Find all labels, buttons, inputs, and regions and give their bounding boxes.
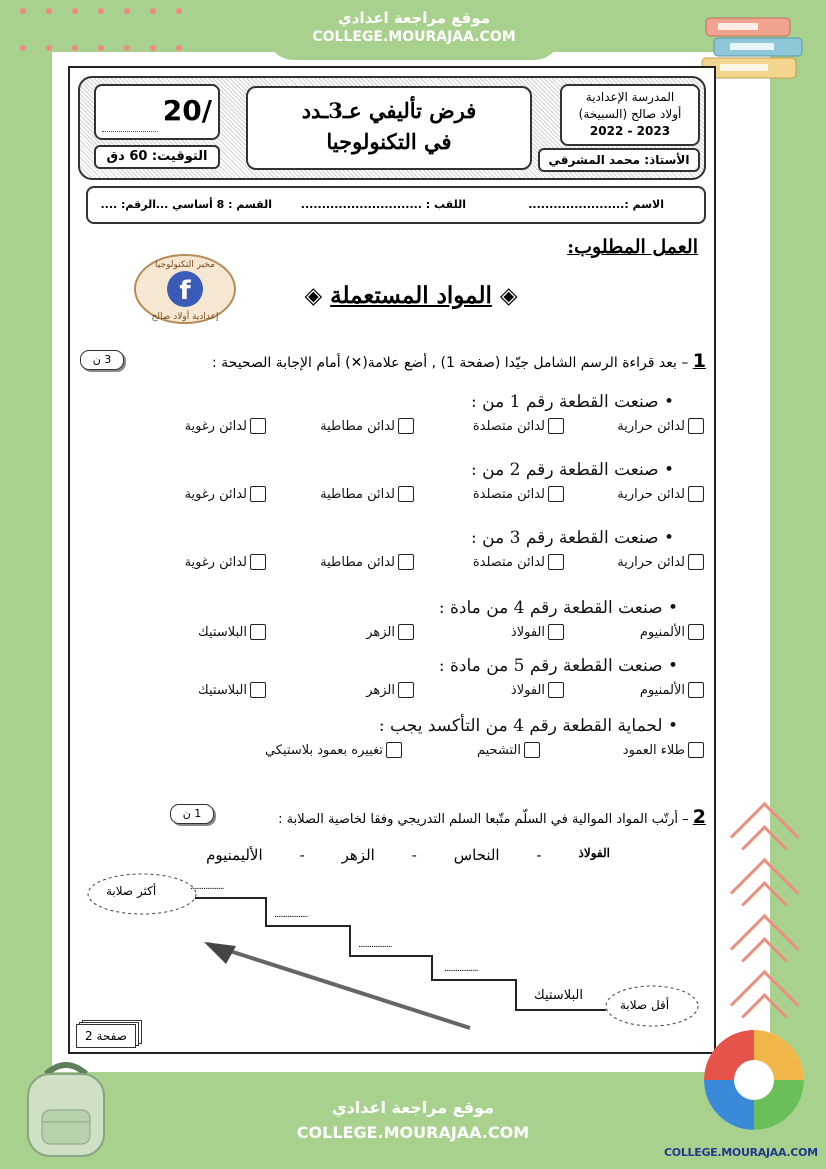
material-separator: - [536, 846, 542, 864]
q1-option-label: الفولاذ [510, 624, 545, 640]
checkbox[interactable] [548, 682, 564, 698]
q2-text: – أرتّب المواد الموالية في السلّم متّبعا السلم التدريجي وفقا لخاصية الصلابة : [278, 812, 689, 827]
work-title: العمل المطلوب: [567, 236, 698, 258]
stamp-letter: f [179, 276, 191, 306]
q1-option[interactable] [617, 418, 704, 434]
checkbox[interactable] [688, 486, 704, 502]
q1-option-label: لدائن مطاطية [320, 418, 395, 434]
lab-stamp-logo [132, 252, 238, 326]
q1-option[interactable] [366, 624, 414, 640]
materials-list [206, 846, 610, 864]
bullet-icon: • [658, 460, 674, 480]
material-item: الأليمنيوم [206, 846, 263, 864]
q1-option[interactable] [473, 418, 564, 434]
checkbox[interactable] [548, 486, 564, 502]
q1-option-label: لدائن رغوية [184, 418, 247, 434]
checkbox[interactable] [524, 742, 540, 758]
teacher-label: الأستاذ: محمد المشرقي [538, 148, 700, 172]
decor-dot [176, 8, 182, 14]
site-logo-caption: COLLEGE.MOURAJAA.COM [664, 1146, 818, 1159]
books-icon [700, 12, 810, 92]
least-hard-label: أقل صلابة [620, 998, 670, 1012]
checkbox[interactable] [688, 624, 704, 640]
q1-option-label: لدائن حرارية [617, 486, 685, 502]
q1-number: 1 [692, 350, 706, 372]
q1-text: – بعد قراءة الرسم الشامل جيّدا (صفحة 1) , أضع علامة(✕) أمام الإجابة الصحيحة : [211, 355, 689, 371]
q1-option[interactable] [198, 624, 266, 640]
q1-option[interactable] [617, 554, 704, 570]
checkbox[interactable] [688, 742, 704, 758]
q1-option-label: الزهر [366, 682, 395, 698]
backpack-icon [16, 1056, 116, 1160]
q1-option-label: لدائن رغوية [184, 554, 247, 570]
section-bullet-icon: ◈ [304, 282, 331, 309]
q1-option[interactable] [320, 486, 414, 502]
q1-option[interactable] [185, 486, 266, 502]
decor-dot [150, 45, 156, 51]
school-year: 2023 - 2022 [589, 124, 671, 138]
q1-option[interactable] [511, 682, 564, 698]
checkbox[interactable] [250, 486, 266, 502]
q1-option-label: لدائن متصلدة [472, 554, 545, 570]
q1-option-label: الألمنيوم [639, 682, 685, 698]
decor-dot [98, 8, 104, 14]
bottom-banner-url: COLLEGE.MOURAJAA.COM [296, 1123, 530, 1142]
section-bullet-icon: ◈ [491, 282, 518, 309]
checkbox[interactable] [398, 554, 414, 570]
checkbox[interactable] [250, 418, 266, 434]
plastic-label: البلاستيك [534, 988, 583, 1003]
most-hard-label: أكثر صلابة [106, 884, 157, 898]
decor-dot [98, 45, 104, 51]
q2-points-badge: 1 ن [170, 804, 214, 824]
q1-item-question: • صنعت القطعة رقم 4 من مادة : [438, 598, 678, 618]
school-name: المدرسة الإعدادية [585, 90, 675, 104]
q1-option-label: لدائن حرارية [617, 554, 685, 570]
q1-option-label: الألمنيوم [639, 624, 685, 640]
decor-dot [176, 45, 182, 51]
q1-option[interactable] [473, 554, 564, 570]
blank-step-2[interactable]: .................. [274, 910, 308, 920]
decor-dot [124, 8, 130, 14]
q1-item-question: • صنعت القطعة رقم 3 من : [471, 528, 674, 548]
checkbox[interactable] [548, 624, 564, 640]
student-number-field[interactable]: الرقم: .... [100, 198, 156, 211]
duration-label: التوقيت: 60 دق [94, 145, 220, 169]
q1-option-label: لدائن مطاطية [320, 486, 395, 502]
material-separator: - [299, 846, 305, 864]
exam-subject: في التكنولوجيا [326, 129, 452, 154]
bullet-icon: • [662, 656, 678, 676]
hardness-staircase [80, 866, 710, 1046]
q1-option[interactable] [511, 624, 564, 640]
bottom-banner[interactable] [262, 1072, 564, 1169]
q1-option[interactable] [320, 554, 414, 570]
page-label: صفحة 2 [76, 1024, 136, 1048]
decor-dot [20, 8, 26, 14]
q1-option-label: لدائن حرارية [617, 418, 685, 434]
site-logo-icon [694, 1024, 820, 1142]
q1-option[interactable] [366, 682, 414, 698]
decor-dot [46, 8, 52, 14]
q1-option-label: الزهر [366, 624, 395, 640]
bullet-icon: • [662, 716, 678, 736]
school-box [560, 84, 700, 146]
q1-option-label: تغييره بعمود بلاستيكي [264, 742, 383, 758]
q1-option-label: البلاستيك [198, 624, 247, 640]
checkbox[interactable] [548, 554, 564, 570]
q1-option-label: لدائن مطاطية [320, 554, 395, 570]
checkbox[interactable] [548, 418, 564, 434]
material-item: النحاس [453, 846, 500, 864]
blank-step-4[interactable]: .................. [444, 964, 478, 974]
decor-dot [72, 45, 78, 51]
top-banner[interactable] [266, 0, 562, 60]
title-box [246, 86, 532, 170]
bottom-banner-title: موقع مراجعة اعدادي [331, 1098, 495, 1117]
q1-option[interactable] [185, 554, 266, 570]
checkbox[interactable] [398, 418, 414, 434]
decor-dot [20, 45, 26, 51]
q1-option-label: البلاستيك [198, 682, 247, 698]
q1-option[interactable] [640, 624, 704, 640]
q1-option[interactable] [473, 486, 564, 502]
q1-option[interactable] [265, 742, 402, 758]
q1-option[interactable] [477, 742, 540, 758]
q1-option-label: لدائن رغوية [184, 486, 247, 502]
checkbox[interactable] [398, 486, 414, 502]
decor-dot [72, 8, 78, 14]
page-label-stack [76, 1020, 142, 1046]
q1-option-label: لدائن متصلدة [472, 486, 545, 502]
q1-item-question: • لحماية القطعة رقم 4 من التأكسد يجب : [378, 716, 678, 736]
decor-dot [124, 45, 130, 51]
decor-dot [46, 45, 52, 51]
score-total: 20/ [162, 94, 212, 127]
decor-dot [150, 8, 156, 14]
checkbox[interactable] [688, 682, 704, 698]
checkbox[interactable] [386, 742, 402, 758]
material-item: الزهر [341, 846, 375, 864]
banner-title: موقع مراجعة اعدادي [338, 9, 490, 27]
bullet-icon: • [658, 392, 674, 412]
q1-option-label: التشحيم [476, 742, 521, 758]
q1-option-label: لدائن متصلدة [472, 418, 545, 434]
q1-points-badge: 3 ن [80, 350, 124, 370]
score-box [94, 84, 220, 140]
q1-option[interactable] [640, 682, 704, 698]
checkbox[interactable] [250, 554, 266, 570]
bullet-icon: • [658, 528, 674, 548]
banner-url: COLLEGE.MOURAJAA.COM [312, 29, 516, 45]
checkbox[interactable] [398, 682, 414, 698]
q1-item-question: • صنعت القطعة رقم 5 من مادة : [438, 656, 678, 676]
q2-number: 2 [692, 806, 706, 828]
blank-step-1[interactable]: .................. [190, 882, 224, 892]
checkbox[interactable] [398, 624, 414, 640]
q1-option-label: الفولاذ [510, 682, 545, 698]
exam-title: فرض تأليفي عـ3ـدد [301, 98, 477, 123]
stamp-bottom-text: إعدادية أولاد صالح [151, 312, 219, 322]
section-title [296, 282, 526, 309]
q1-option[interactable] [623, 742, 704, 758]
blank-step-3[interactable]: .................. [358, 940, 392, 950]
student-info-box [86, 186, 706, 224]
material-item: الفولاذ [578, 846, 610, 860]
arrow-head-icon [204, 942, 236, 964]
school-location: أولاد صالح (السبيخة) [578, 107, 682, 121]
checkbox[interactable] [250, 682, 266, 698]
student-class-field[interactable]: القسم : 8 أساسي ... [155, 198, 272, 211]
q1-option[interactable] [320, 418, 414, 434]
q1-option[interactable] [185, 418, 266, 434]
q1-option-label: طلاء العمود [622, 742, 685, 758]
q1-option[interactable] [198, 682, 266, 698]
material-separator: - [411, 846, 417, 864]
checkbox[interactable] [250, 624, 266, 640]
checkbox[interactable] [688, 554, 704, 570]
bullet-icon: • [662, 598, 678, 618]
student-surname-field[interactable]: اللقب : ............................. [300, 198, 466, 211]
stamp-top-text: مخبر التكنولوجيا [155, 260, 215, 270]
q1-option[interactable] [617, 486, 704, 502]
section-title-text: المواد المستعملة [330, 282, 492, 309]
student-name-field[interactable]: الاسم :....................... [528, 198, 664, 211]
q1-item-question: • صنعت القطعة رقم 1 من : [471, 392, 674, 412]
q1-item-question: • صنعت القطعة رقم 2 من : [471, 460, 674, 480]
q1-heading [212, 350, 706, 372]
score-line [102, 131, 158, 132]
checkbox[interactable] [688, 418, 704, 434]
q2-heading [278, 806, 706, 828]
